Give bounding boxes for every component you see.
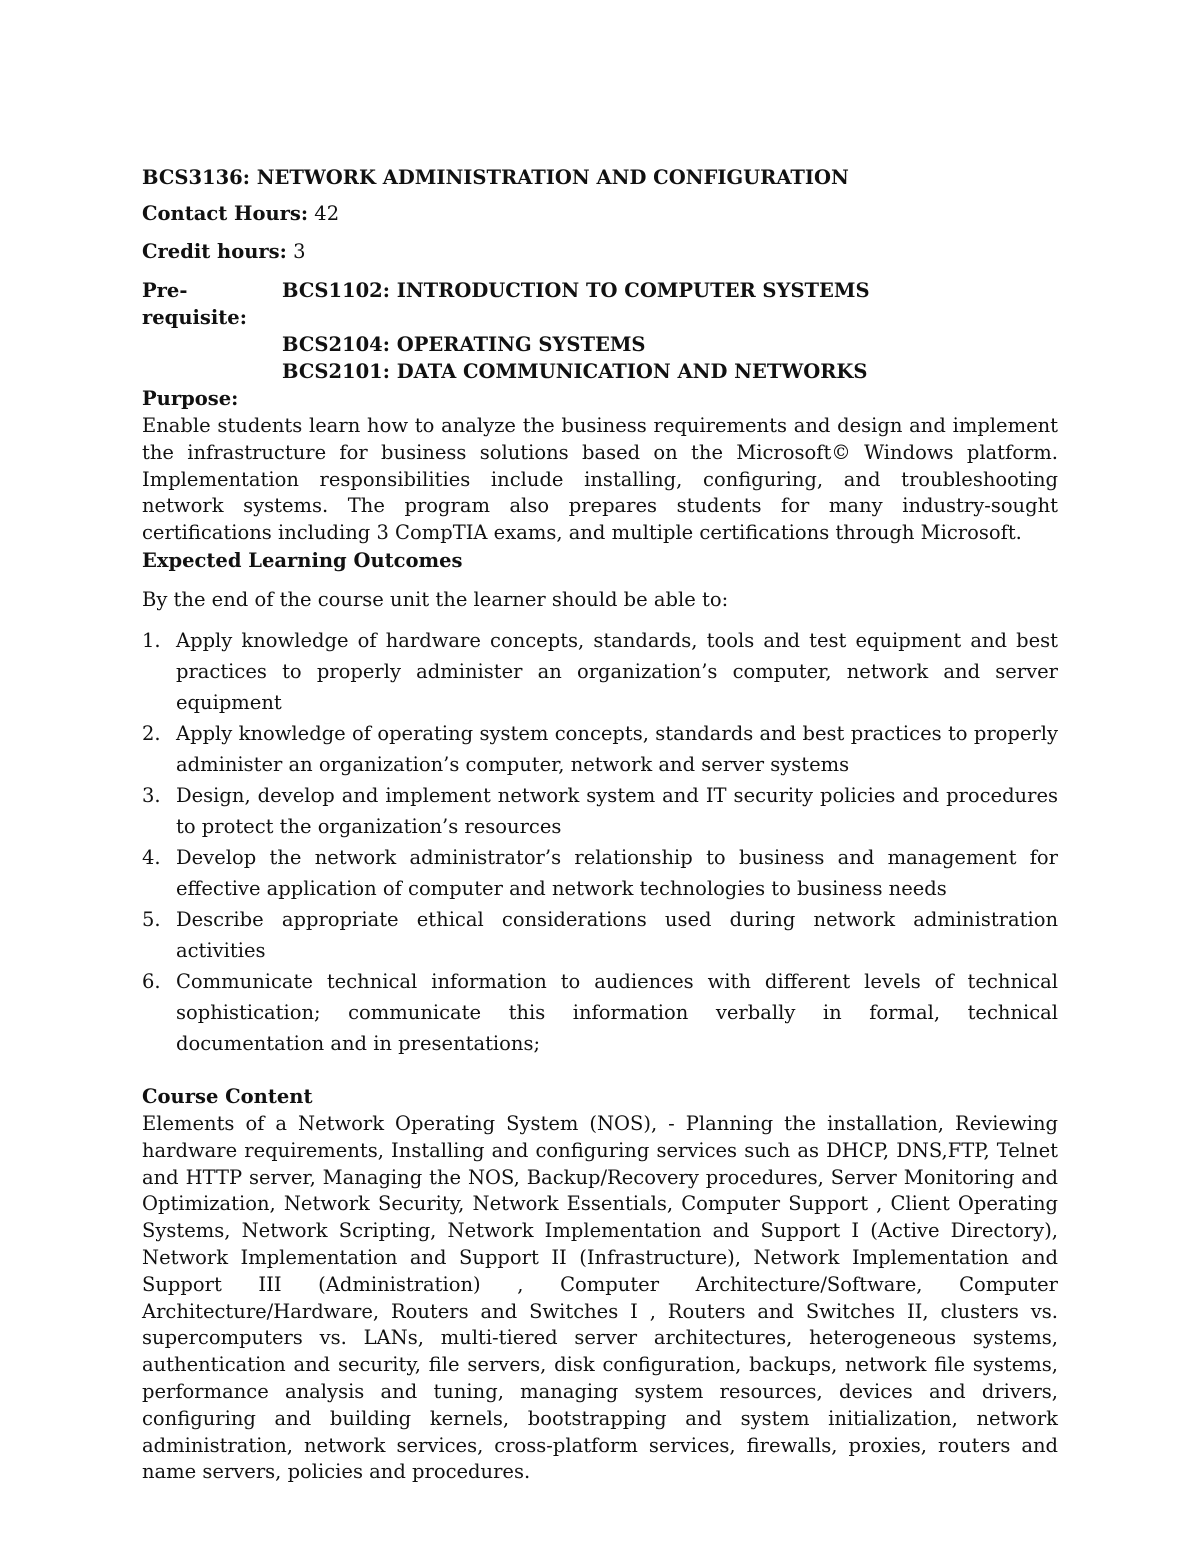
list-text: Design, develop and implement network system and IT security policies and procedures to protect the organization’s resources [176, 783, 1058, 838]
list-text: Apply knowledge of operating system concepts, standards and best practices to properly administer an organization’s computer, network and server systems [176, 721, 1058, 776]
list-item [142, 904, 1058, 966]
list-item [142, 842, 1058, 904]
prerequisite-item: BCS1102: INTRODUCTION TO COMPUTER SYSTEMS [282, 279, 870, 302]
course-content-heading: Course Content [142, 1084, 313, 1108]
course-content-text: Elements of a Network Operating System (NOS), - Planning the installation, Reviewing hardware requirements, Installing and configuring services such as DHCP, DNS,FTP, Telnet and HTTP server, Managing the NOS, Backup/Recovery procedures, Server Monitoring and Optimization, Network Security, Network Essentials, Computer Support , Client Operating Systems, Network Scripting, Network Implementation and Support I (Active Directory), Network Implementation and Support II (Infrastructure), Network Implementation and Support III (Administration) , Computer Architecture/Software, Computer Architecture/Hardware, Routers and Switches I , Routers and Switches II, clusters vs. supercomputers vs. LANs, multi-tiered server architectures, heterogeneous systems, authentication and security, file servers, disk configuration, backups, network file systems, performance analysis and tuning, managing system resources, devices and drivers, configuring and building kernels, bootstrapping and system initialization, network administration, network services, cross-platform services, firewalls, proxies, routers and name servers, policies and procedures. [142, 1111, 1058, 1484]
prerequisite-item: BCS2101: DATA COMMUNICATION AND NETWORKS [282, 360, 868, 383]
list-text: Develop the network administrator’s relationship to business and management for effective application of computer and network technologies to business needs [176, 845, 1058, 900]
course-title: BCS3136: NETWORK ADMINISTRATION AND CONFIGURATION [142, 166, 849, 189]
contact-hours [142, 201, 1058, 227]
purpose-text: Enable students learn how to analyze the business requirements and design and implement the infrastructure for business solutions based on the Microsoft© Windows platform. Implementation responsibilities include installing, configuring, and troubleshooting network systems. The program also prepares students for many industry-sought certifications including 3 CompTIA exams, and multiple certifications through Microsoft. [142, 414, 1058, 545]
list-item [142, 780, 1058, 842]
outcomes-list [142, 625, 1058, 1059]
list-text: Apply knowledge of hardware concepts, standards, tools and test equipment and best practices to properly administer an organization’s computer, network and server equipment [176, 628, 1058, 714]
list-item [142, 966, 1058, 1059]
list-item [142, 718, 1058, 780]
outcomes-intro: By the end of the course unit the learner should be able to: [142, 587, 729, 611]
prerequisite-row [142, 358, 1058, 385]
prerequisite-row [142, 331, 1058, 358]
list-item [142, 625, 1058, 718]
prerequisites-block [142, 277, 1058, 385]
list-text: Communicate technical information to audiences with different levels of technical sophistication; communicate this information verbally in formal, technical documentation and in presentations; [176, 969, 1058, 1055]
prerequisite-label: Pre-requisite: [142, 279, 247, 329]
list-number: 3. [142, 783, 161, 807]
outcomes-heading: Expected Learning Outcomes [142, 548, 463, 572]
prerequisite-item: BCS2104: OPERATING SYSTEMS [282, 333, 646, 356]
list-text: Describe appropriate ethical considerations used during network administration activities [176, 907, 1058, 962]
purpose-heading: Purpose: [142, 387, 239, 410]
list-number: 2. [142, 721, 161, 745]
credit-hours-value: 3 [293, 240, 306, 263]
credit-hours-label: Credit hours: [142, 240, 287, 263]
list-number: 5. [142, 907, 161, 931]
list-number: 4. [142, 845, 161, 869]
credit-hours [142, 239, 1058, 265]
contact-hours-value: 42 [314, 202, 340, 225]
list-number: 1. [142, 628, 161, 652]
list-number: 6. [142, 969, 161, 993]
section-spacer [142, 1059, 1058, 1083]
prerequisite-row [142, 277, 1058, 331]
course-document [142, 165, 1058, 1486]
contact-hours-label: Contact Hours: [142, 202, 309, 225]
